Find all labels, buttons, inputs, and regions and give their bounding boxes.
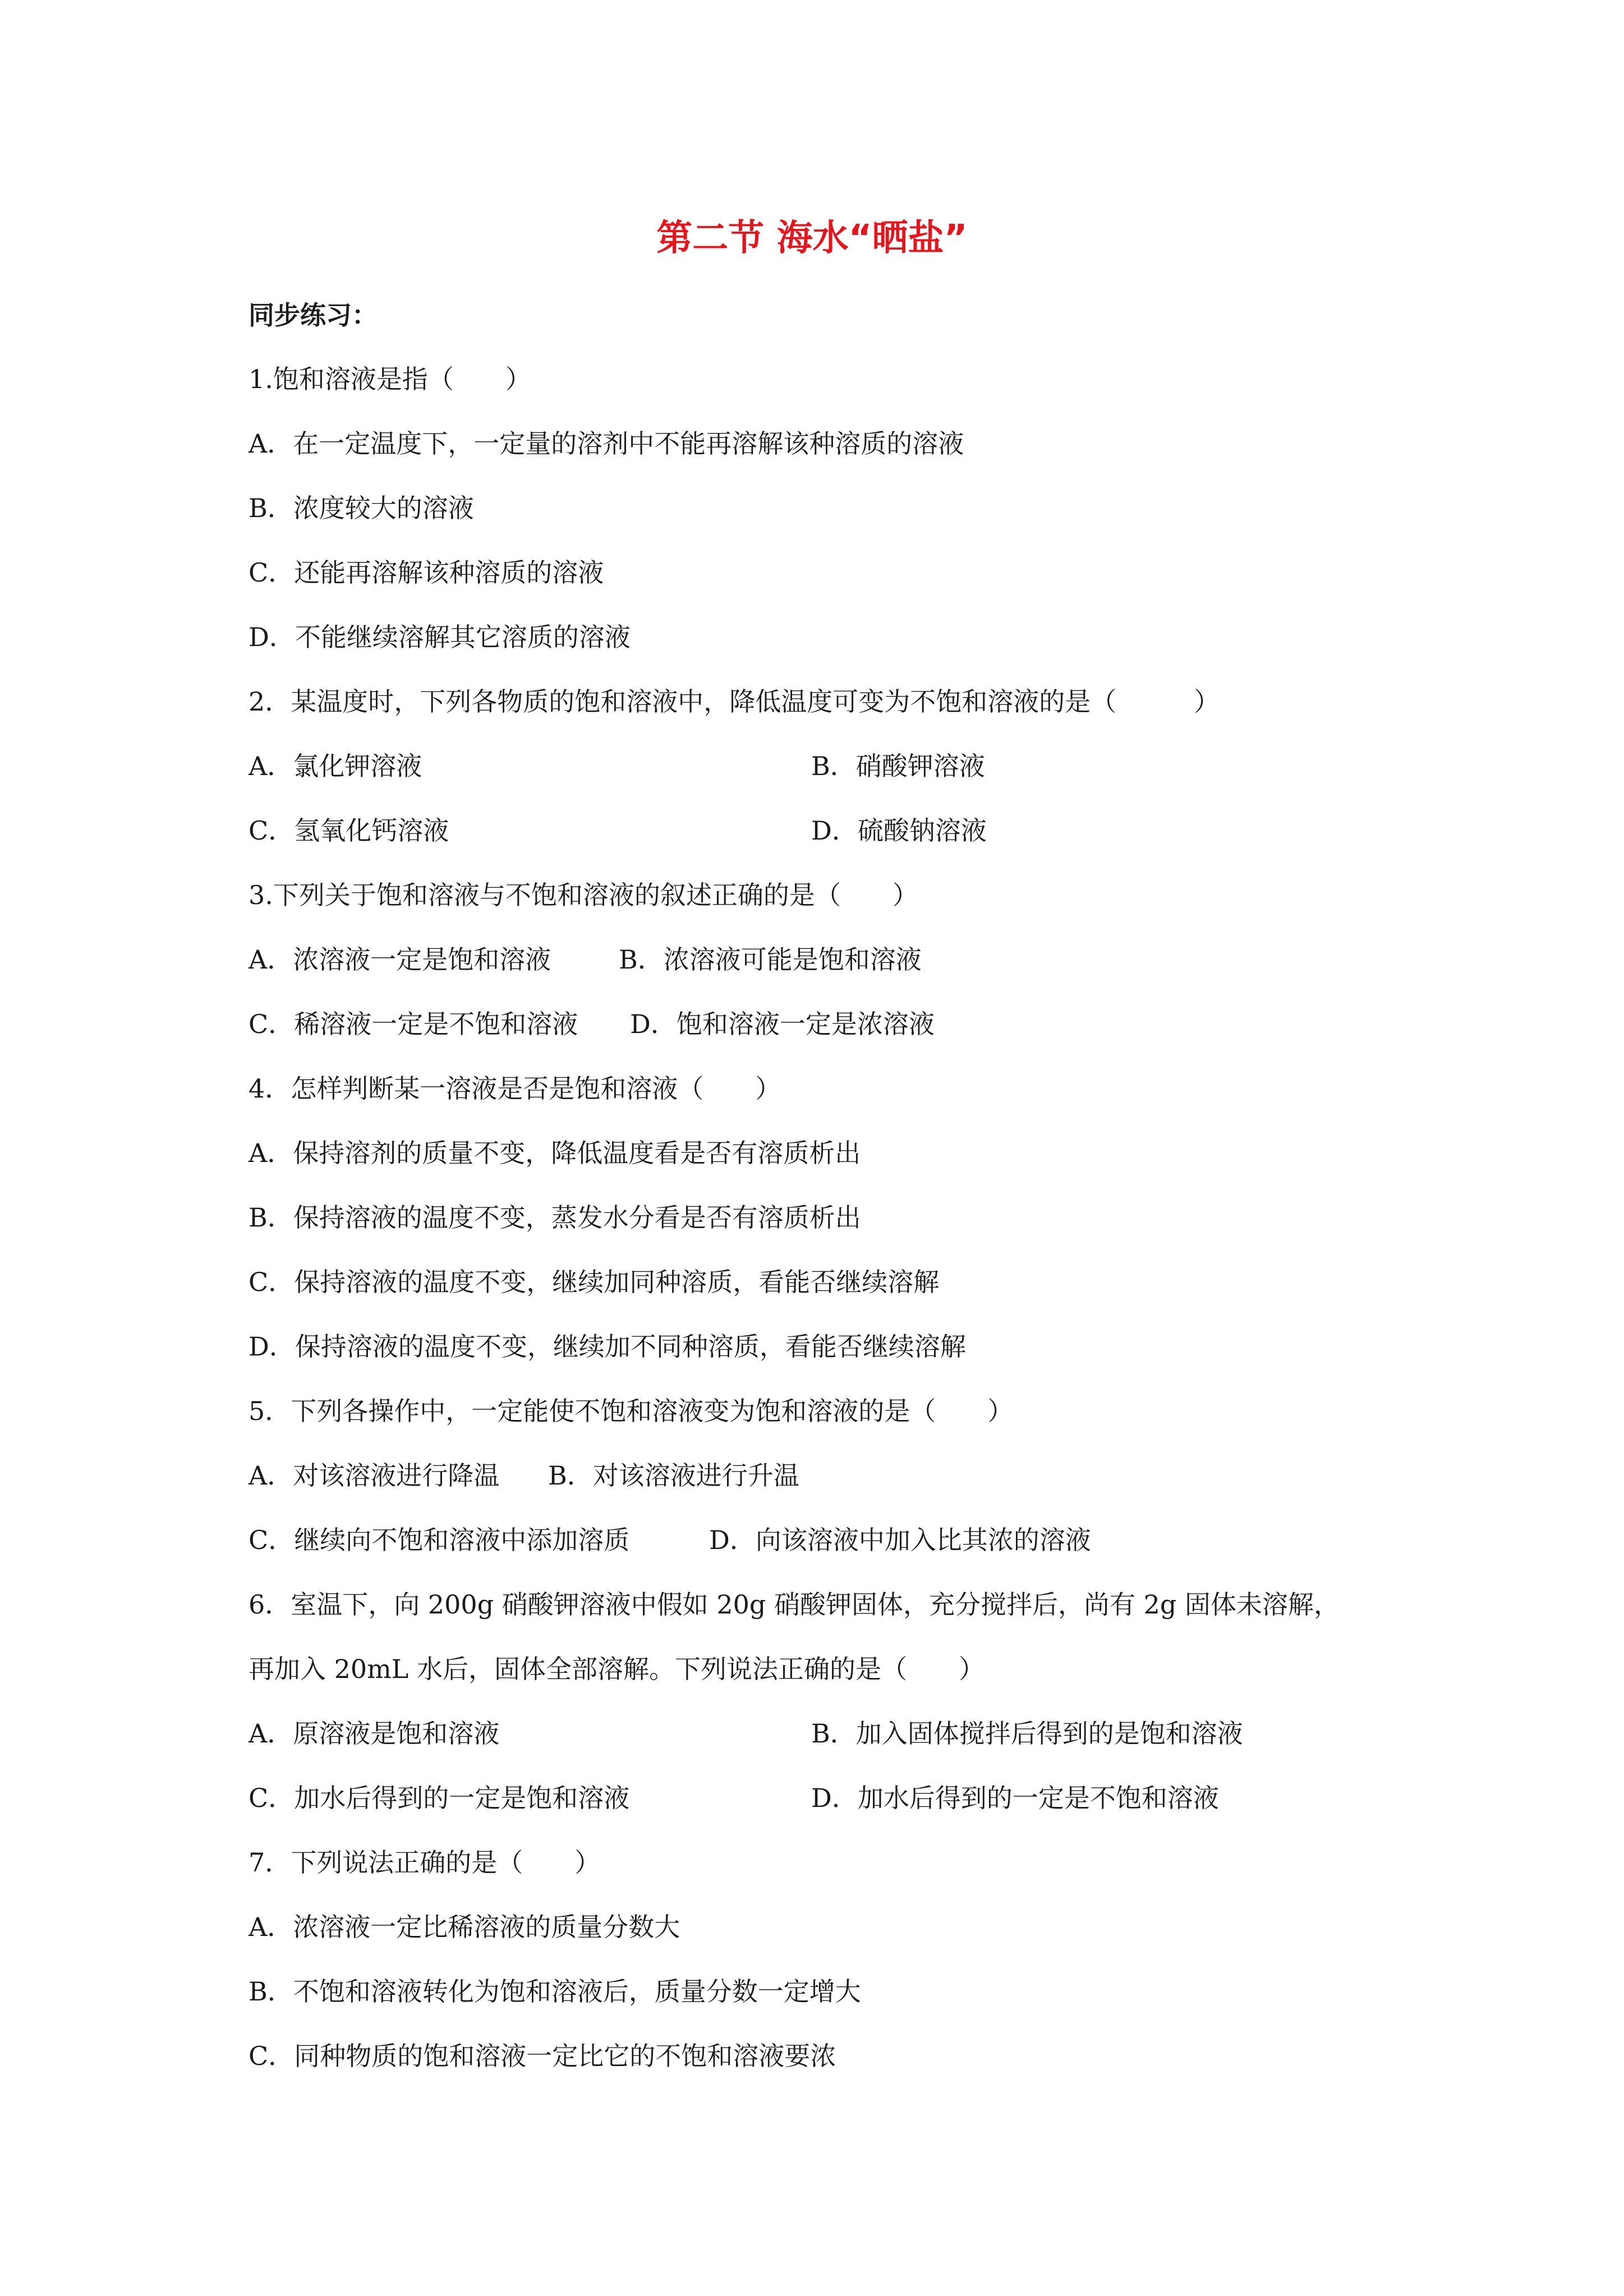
question-2-option-c: C．氢氧化钙溶液 [249,815,449,846]
question-3-option-d: D．饱和溶液一定是浓溶液 [630,1009,935,1039]
question-2-option-d: D．硫酸钠溶液 [811,815,987,846]
question-5-stem: 5．下列各操作中，一定能使不饱和溶液变为饱和溶液的是（ ） [249,1396,1014,1426]
question-1-stem: 1.饱和溶液是指（ ） [249,364,531,394]
question-6-option-a: A．原溶液是饱和溶液 [249,1718,500,1749]
question-6-option-d: D．加水后得到的一定是不饱和溶液 [811,1783,1219,1813]
question-3-stem: 3.下列关于饱和溶液与不饱和溶液的叙述正确的是（ ） [249,880,918,910]
question-4-option-b: B．保持溶液的温度不变，蒸发水分看是否有溶质析出 [249,1202,861,1233]
question-3-option-c: C．稀溶液一定是不饱和溶液 [249,1009,578,1039]
question-6-stem-line-2: 再加入 20mL 水后，固体全部溶解。下列说法正确的是（ ） [249,1654,984,1684]
question-5-option-d: D．向该溶液中加入比其浓的溶液 [709,1525,1091,1555]
question-7-stem: 7．下列说法正确的是（ ） [249,1847,601,1878]
question-4-option-d: D．保持溶液的温度不变，继续加不同种溶质，看能否继续溶解 [249,1331,966,1362]
question-7-option-a: A．浓溶液一定比稀溶液的质量分数大 [249,1912,680,1942]
question-3-option-a: A．浓溶液一定是饱和溶液 [249,944,551,975]
question-7-option-c: C．同种物质的饱和溶液一定比它的不饱和溶液要浓 [249,2041,836,2071]
question-6-option-b: B．加入固体搅拌后得到的是饱和溶液 [811,1718,1243,1749]
question-4-stem: 4．怎样判断某一溶液是否是饱和溶液（ ） [249,1073,781,1104]
question-2-option-a: A．氯化钾溶液 [249,751,422,781]
question-5-option-a: A．对该溶液进行降温 [249,1460,500,1491]
section-label: 同步练习： [249,300,378,330]
question-3-option-b: B．浓溶液可能是饱和溶液 [619,944,922,975]
question-7-option-b: B．不饱和溶液转化为饱和溶液后，质量分数一定增大 [249,1976,861,2007]
question-1-option-b: B．浓度较大的溶液 [249,493,474,523]
question-4-option-a: A．保持溶剂的质量不变，降低温度看是否有溶质析出 [249,1138,861,1168]
question-4-option-c: C．保持溶液的温度不变，继续加同种溶质，看能否继续溶解 [249,1267,940,1297]
question-1-option-d: D．不能继续溶解其它溶质的溶液 [249,622,631,652]
question-2-stem: 2．某温度时，下列各物质的饱和溶液中，降低温度可变为不饱和溶液的是（ ） [249,686,1220,717]
question-5-option-b: B．对该溶液进行升温 [548,1460,799,1491]
question-1-option-a: A．在一定温度下，一定量的溶剂中不能再溶解该种溶质的溶液 [249,428,964,459]
question-1-option-c: C．还能再溶解该种溶质的溶液 [249,557,604,588]
question-2-option-b: B．硝酸钾溶液 [811,751,985,781]
question-6-stem-line-1: 6．室温下，向 200g 硝酸钾溶液中假如 20g 硝酸钾固体，充分搅拌后，尚有 2g 固体未溶解， [249,1589,1340,1620]
question-5-option-c: C．继续向不饱和溶液中添加溶质 [249,1525,630,1555]
question-6-option-c: C．加水后得到的一定是饱和溶液 [249,1783,630,1813]
page-title: 第二节 海水“晒盐” [656,218,968,259]
